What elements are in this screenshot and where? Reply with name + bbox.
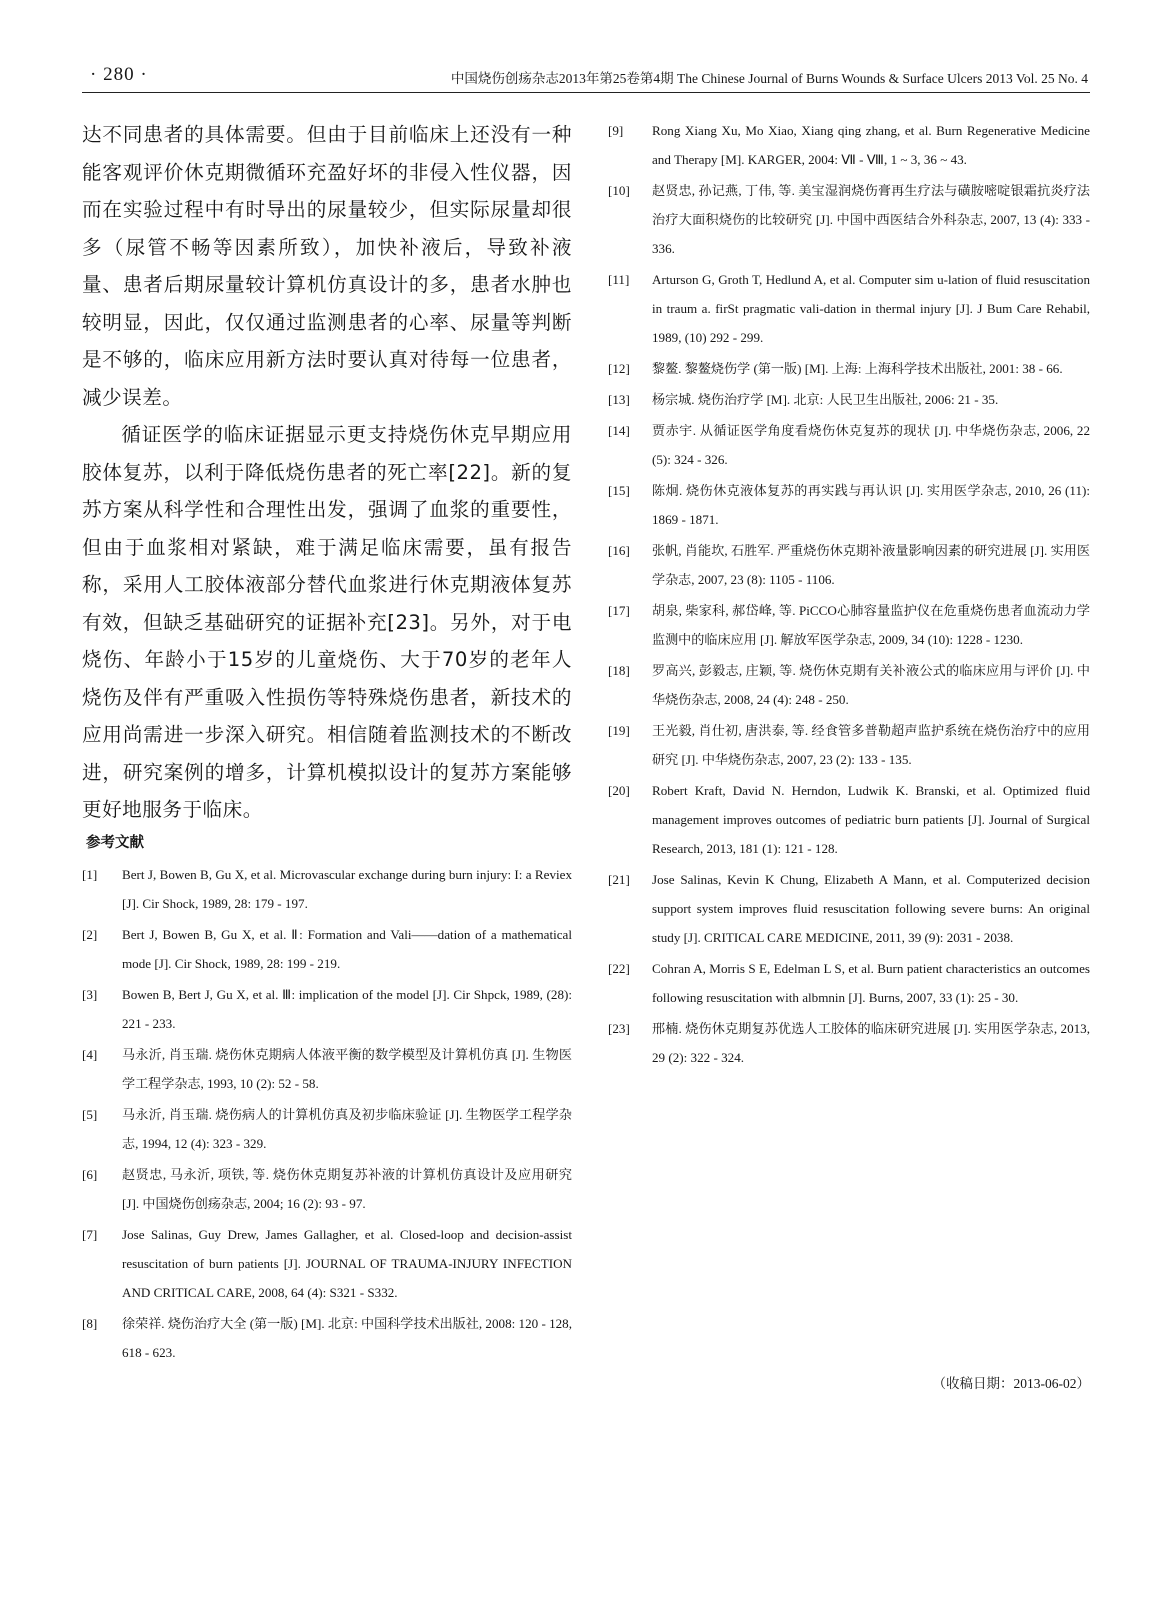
reference-text: 王光毅, 肖仕初, 唐洪泰, 等. 经食管多普勒超声监护系统在烧伤治疗中的应用研究 [J]. 中华烧伤杂志, 2007, 23 (2): 133 - 135. — [652, 723, 1090, 767]
page-header — [82, 62, 1090, 93]
reference-number: [16] — [608, 543, 630, 558]
reference-item — [608, 385, 1090, 414]
reference-list-right — [608, 116, 1090, 1072]
reference-number: [3] — [82, 986, 98, 1002]
reference-item — [608, 116, 1090, 174]
reference-item — [608, 176, 1090, 263]
reference-number: [6] — [82, 1166, 98, 1182]
reference-text: 杨宗城. 烧伤治疗学 [M]. 北京: 人民卫生出版社, 2006: 21 - 35. — [652, 392, 999, 407]
journal-running-title: 中国烧伤创疡杂志2013年第25卷第4期 The Chinese Journal of Burns Wounds & Surface Ulcers 2013 Vol. 25 No. 4 — [450, 71, 1088, 86]
body-paragraph-1: 达不同患者的具体需要。但由于目前临床上还没有一种能客观评价休克期微循环充盈好坏的非侵入性仪器，因而在实验过程中有时导出的尿量较少，但实际尿量却很多（尿管不畅等因素所致），加快补液后，导致补液量、患者后期尿量较计算机仿真设计的多，患者水肿也较明显，因此，仅仅通过监测患者的心率、尿量等判断是不够的，临床应用新方法时要认真对待每一位患者，减少误差。 — [82, 123, 572, 409]
reference-item — [608, 476, 1090, 534]
reference-item — [82, 1309, 572, 1367]
reference-number: [17] — [608, 603, 630, 618]
reference-text: 马永沂, 肖玉瑞. 烧伤病人的计算机仿真及初步临床验证 [J]. 生物医学工程学杂志, 1994, 12 (4): 323 - 329. — [122, 1106, 572, 1151]
reference-number: [15] — [608, 483, 630, 498]
reference-text: 陈炯. 烧伤休克液体复苏的再实践与再认识 [J]. 实用医学杂志, 2010, 26 (11): 1869 - 1871. — [652, 483, 1090, 527]
reference-text: 罗高兴, 彭毅志, 庄颖, 等. 烧伤休克期有关补液公式的临床应用与评价 [J]. 中华烧伤杂志, 2008, 24 (4): 248 - 250. — [652, 663, 1090, 707]
page-number: · 280 · — [90, 64, 148, 85]
reference-item — [608, 1014, 1090, 1072]
reference-text: Cohran A, Morris S E, Edelman L S, et al. Burn patient characteristics an outcomes following resuscitation with albmnin [J]. Burns, 2007, 33 (1): 25 - 30. — [652, 961, 1090, 1005]
reference-number: [13] — [608, 392, 630, 407]
reference-text: Bert J, Bowen B, Gu X, et al. Ⅱ: Formation and Vali——dation of a mathematical mode [J]. Cir Shock, 1989, 28: 199 - 219. — [122, 926, 572, 971]
left-column — [82, 116, 572, 1369]
reference-number: [10] — [608, 183, 630, 198]
reference-number: [18] — [608, 663, 630, 678]
reference-number: [22] — [608, 961, 630, 976]
reference-item — [608, 265, 1090, 352]
reference-text: Jose Salinas, Guy Drew, James Gallagher, et al. Closed-loop and decision-assist resuscitation of burn patients [J]. JOURNAL OF TRAUMA-INJURY INFECTION AND CRITICAL CARE, 2008, 64 (4): S321 - S332. — [122, 1226, 572, 1300]
reference-item — [82, 1100, 572, 1158]
reference-text: 黎鳌. 黎鳌烧伤学 (第一版) [M]. 上海: 上海科学技术出版社, 2001: 38 - 66. — [652, 361, 1063, 376]
reference-text: 赵贤忠, 孙记燕, 丁伟, 等. 美宝湿润烧伤膏再生疗法与磺胺嘧啶银霜抗炎疗法治疗大面积烧伤的比较研究 [J]. 中国中西医结合外科杂志, 2007, 13 (4): 333 - 336. — [652, 183, 1090, 256]
reference-item — [82, 920, 572, 978]
reference-item — [608, 865, 1090, 952]
reference-number: [1] — [82, 866, 98, 882]
reference-number: [2] — [82, 926, 98, 942]
reference-item — [608, 656, 1090, 714]
reference-text: Arturson G, Groth T, Hedlund A, et al. Computer sim u-lation of fluid resuscitation in traum a. firSt pragmatic vali-dation in thermal injury [J]. J Bum Care Rehabil, 1989, (10) 292 - 299. — [652, 272, 1090, 345]
right-column — [608, 116, 1090, 1391]
reference-list-left — [82, 860, 572, 1367]
reference-text: 徐荣祥. 烧伤治疗大全 (第一版) [M]. 北京: 中国科学技术出版社, 2008: 120 - 128, 618 - 623. — [122, 1315, 572, 1360]
reference-text: 马永沂, 肖玉瑞. 烧伤休克期病人体液平衡的数学模型及计算机仿真 [J]. 生物医学工程学杂志, 1993, 10 (2): 52 - 58. — [122, 1046, 572, 1091]
reference-text: Bowen B, Bert J, Gu X, et al. Ⅲ: implication of the model [J]. Cir Shpck, 1989, (28): 221 - 233. — [122, 986, 572, 1031]
reference-item — [608, 954, 1090, 1012]
reference-number: [11] — [608, 272, 630, 287]
body-paragraph-2: 循证医学的临床证据显示更支持烧伤休克早期应用胶体复苏，以利于降低烧伤患者的死亡率[22]。新的复苏方案从科学性和合理性出发，强调了血浆的重要性，但由于血浆相对紧缺，难于满足临床需要，虽有报告称，采用人工胶体液部分替代血浆进行休克期液体复苏有效，但缺乏基础研究的证据补充[23]。另外，对于电烧伤、年龄小于15岁的儿童烧伤、大于70岁的老年人烧伤及伴有严重吸入性损伤等特殊烧伤患者，新技术的应用尚需进一步深入研究。相信随着监测技术的不断改进，研究案例的增多，计算机模拟设计的复苏方案能够更好地服务于临床。 — [82, 423, 572, 821]
reference-text: Jose Salinas, Kevin K Chung, Elizabeth A Mann, et al. Computerized decision support system improves fluid resuscitation following severe burns: An original study [J]. CRITICAL CARE MEDICINE, 2011, 39 (9): 2031 - 2038. — [652, 872, 1090, 945]
reference-text: 贾赤宇. 从循证医学角度看烧伤休克复苏的现状 [J]. 中华烧伤杂志, 2006, 22 (5): 324 - 326. — [652, 423, 1090, 467]
reference-text: 邢楠. 烧伤休克期复苏优选人工胶体的临床研究进展 [J]. 实用医学杂志, 2013, 29 (2): 322 - 324. — [652, 1021, 1090, 1065]
reference-number: [12] — [608, 361, 630, 376]
reference-item — [608, 716, 1090, 774]
reference-text: 赵贤忠, 马永沂, 项铁, 等. 烧伤休克期复苏补液的计算机仿真设计及应用研究 [J]. 中国烧伤创疡杂志, 2004; 16 (2): 93 - 97. — [122, 1166, 572, 1211]
reference-text: Bert J, Bowen B, Gu X, et al. Microvascular exchange during burn injury: I: a Reviex [J]. Cir Shock, 1989, 28: 179 - 197. — [122, 866, 572, 911]
reference-item — [82, 860, 572, 918]
received-date: （收稿日期：2013-06-02） — [932, 1376, 1090, 1391]
reference-item — [608, 354, 1090, 383]
reference-number: [4] — [82, 1046, 98, 1062]
reference-item — [82, 1040, 572, 1098]
reference-text: 张帆, 肖能坎, 石胜军. 严重烧伤休克期补液量影响因素的研究进展 [J]. 实用医学杂志, 2007, 23 (8): 1105 - 1106. — [652, 543, 1090, 587]
reference-item — [608, 776, 1090, 863]
reference-number: [8] — [82, 1315, 98, 1331]
reference-item — [82, 980, 572, 1038]
reference-number: [20] — [608, 783, 630, 798]
reference-item — [608, 596, 1090, 654]
reference-number: [23] — [608, 1021, 630, 1036]
reference-number: [7] — [82, 1226, 98, 1242]
reference-item — [82, 1160, 572, 1218]
reference-number: [14] — [608, 423, 630, 438]
references-heading: 参考文献 — [86, 834, 144, 851]
reference-item — [82, 1220, 572, 1307]
reference-number: [19] — [608, 723, 630, 738]
reference-number: [21] — [608, 872, 630, 887]
reference-text: 胡泉, 柴家科, 郝岱峰, 等. PiCCO心肺容量监护仪在危重烧伤患者血流动力学监测中的临床应用 [J]. 解放军医学杂志, 2009, 34 (10): 1228 - 1230. — [652, 603, 1090, 647]
reference-item — [608, 416, 1090, 474]
reference-number: [5] — [82, 1106, 98, 1122]
reference-text: Rong Xiang Xu, Mo Xiao, Xiang qing zhang, et al. Burn Regenerative Medicine and Therapy [M]. KARGER, 2004: Ⅶ - Ⅷ, 1 ~ 3, 36 ~ 43. — [652, 123, 1090, 167]
reference-item — [608, 536, 1090, 594]
reference-text: Robert Kraft, David N. Herndon, Ludwik K. Branski, et al. Optimized fluid management improves outcomes of pediatric burn patients [J]. Journal of Surgical Research, 2013, 181 (1): 121 - 128. — [652, 783, 1090, 856]
reference-number: [9] — [608, 123, 624, 138]
